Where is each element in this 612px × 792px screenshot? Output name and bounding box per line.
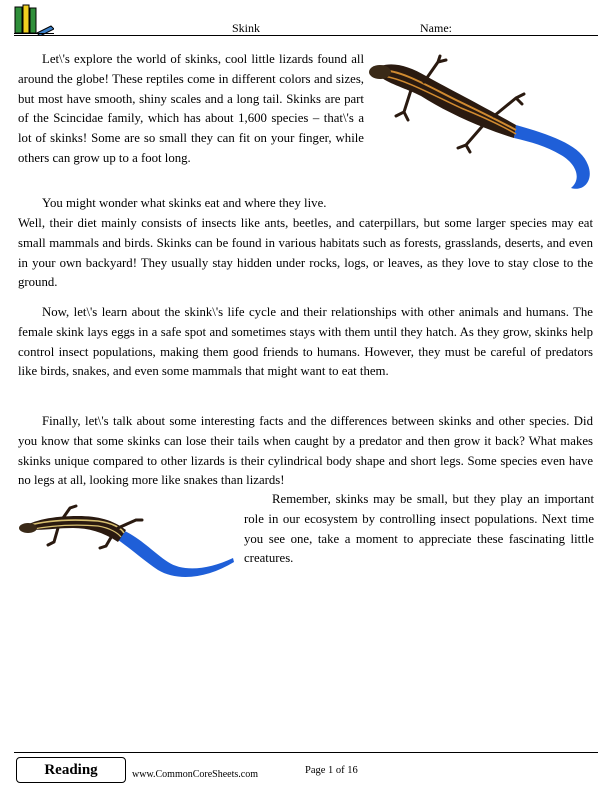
facts-paragraph: Finally, let\'s talk about some interesting facts and the differences between skinks and other species. Did you know that some skinks can lose their tails when caught by a predator and then grow it back? What makes skinks unique compared to other lizards is their cylindrical body shape and short legs. Some species even have no legs at all, looking more like snakes than lizards! <box>18 414 593 488</box>
diet-paragraph-first-line: You might wonder what skinks eat and where they live. <box>42 196 327 210</box>
diet-habitat-paragraph: Well, their diet mainly consists of insects like ants, beetles, and caterpillars, but some larger species may eat small mammals and birds. Skinks can be found in various habitats such as forests, grasslands, deserts, and even in your own backyard! They usually stay hidden under rocks, logs, or leaves, as they love to stay close to the ground. <box>18 216 593 290</box>
footer-divider <box>14 752 598 753</box>
page-title: Skink <box>232 21 261 35</box>
books-logo-icon <box>14 4 54 36</box>
website-link[interactable]: www.CommonCoreSheets.com <box>132 769 259 780</box>
category-label: Reading <box>16 757 126 783</box>
header-divider <box>14 35 598 36</box>
page-number: Page 1 of 16 <box>305 765 358 776</box>
intro-paragraph: Let\'s explore the world of skinks, cool little lizards found all around the globe! These reptiles come in different colors and sizes, but most have smooth, shiny scales and a long tail. Skinks are part of the Scincidae family, which has about 1,600 species – that\'s a lot of skinks! Some are so small they can fit on your finger, while others can grow up to a foot long. <box>18 52 364 165</box>
conclusion-paragraph: Remember, skinks may be small, but they play an important role in our ecosystem by controlling insect populations. Next time you see one, take a moment to appreciate these fascinating little creatures. <box>244 492 594 566</box>
life-cycle-paragraph: Now, let\'s learn about the skink\'s life cycle and their relationships with other animals and humans. The female skink lays eggs in a safe spot and sometimes stays with them until they hatch. As they grow, skinks help control insect populations, making them good friends to humans. However, they must be careful of predators like birds, snakes, and even some mammals that might want to eat them. <box>18 305 593 379</box>
name-field-label: Name: <box>420 21 452 35</box>
skink-image-bottom <box>18 490 240 590</box>
skink-image-top <box>366 50 602 200</box>
